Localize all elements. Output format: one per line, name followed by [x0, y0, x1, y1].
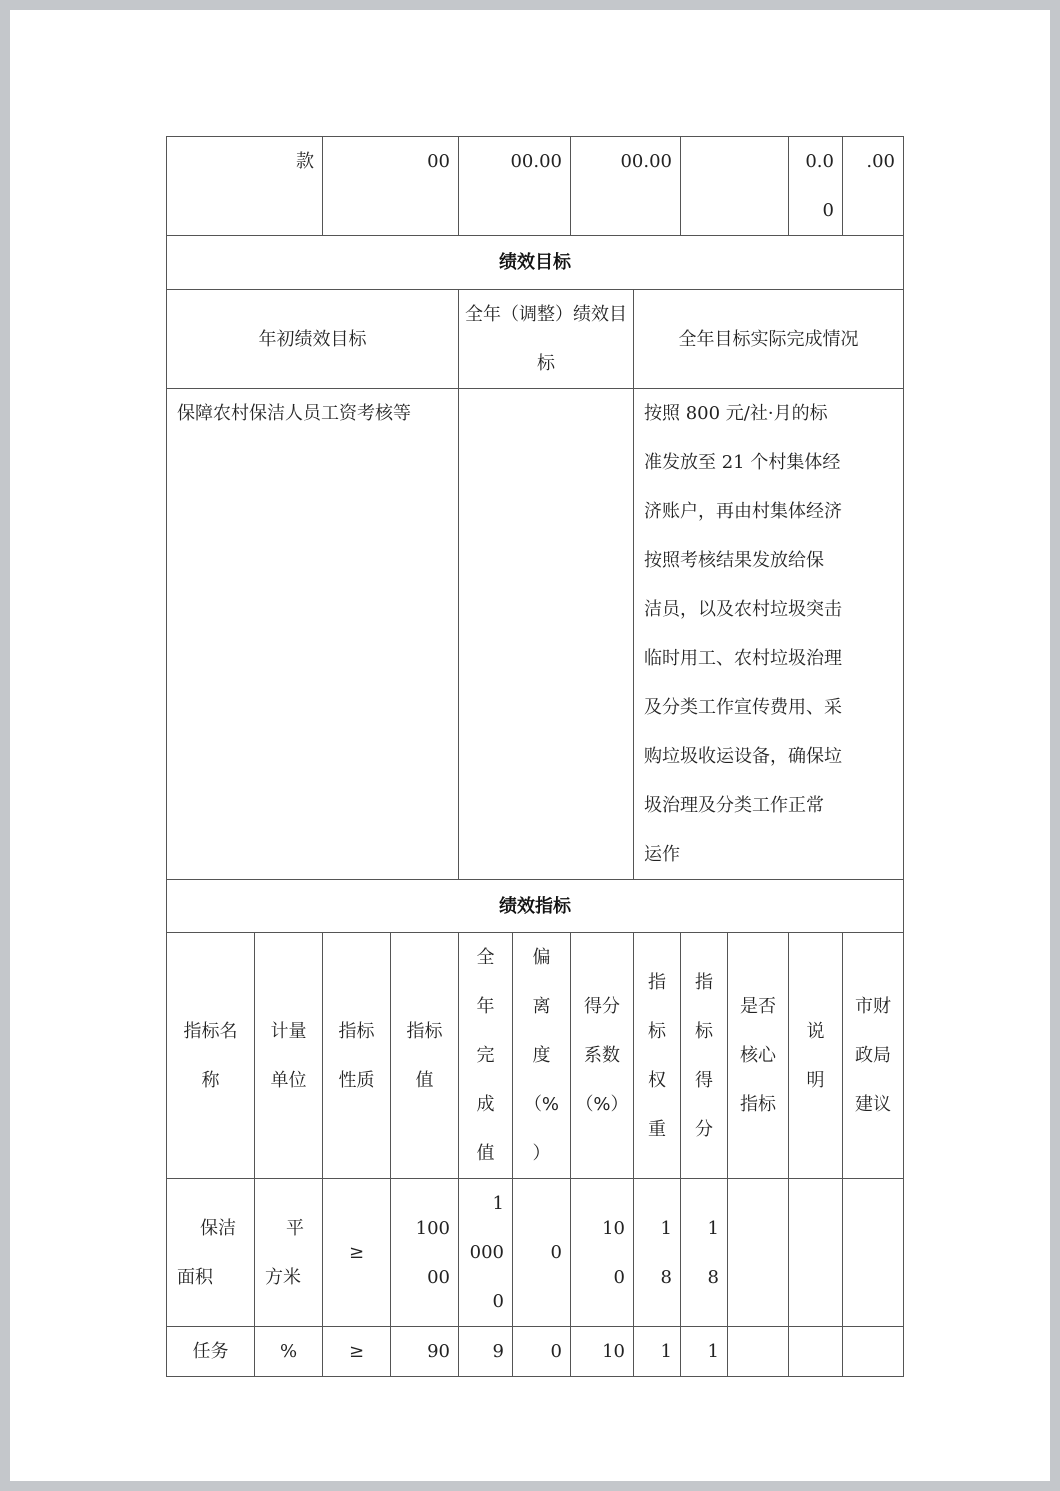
cell-text: 100 [415, 1217, 450, 1239]
performance-table [166, 136, 904, 1377]
cell-nature [323, 1179, 391, 1327]
column-header-actual [459, 933, 513, 1179]
column-header-text: 说 [806, 1020, 825, 1042]
column-header-text: 值 [415, 1069, 434, 1091]
cell-text: 8 [660, 1266, 672, 1288]
column-header-text: 明 [806, 1069, 825, 1091]
funding-cell-4 [681, 137, 789, 236]
funding-cell-1 [323, 137, 459, 236]
column-header-text: 建议 [855, 1094, 891, 1115]
cell-score [681, 1179, 728, 1327]
cell-name [167, 1179, 255, 1327]
column-header-nature [323, 933, 391, 1179]
cell-name [167, 1327, 255, 1377]
column-header-text: 值 [476, 1143, 495, 1164]
cell-coef [571, 1179, 634, 1327]
column-header-text: 市财 [855, 996, 891, 1017]
cell-text: 000 [469, 1242, 504, 1263]
funding-cell-6 [843, 137, 904, 236]
column-header-note [789, 933, 843, 1179]
cell-core [728, 1179, 789, 1327]
adjusted-goal-text [459, 389, 634, 880]
actual-completion-line: 购垃圾收运设备，确保垃 [644, 746, 842, 767]
column-header-text: 完 [476, 1045, 495, 1066]
actual-completion-line: 按照考核结果发放给保 [644, 550, 824, 571]
column-header-text: 政局 [855, 1045, 891, 1066]
actual-completion-line: 运作 [644, 844, 680, 865]
cell-text: 1 [707, 1341, 719, 1362]
funding-cell-3 [571, 137, 681, 236]
cell-text: 1 [660, 1341, 672, 1362]
actual-completion-line: 临时用工、农村垃圾治理 [644, 648, 842, 669]
cell-text: 0 [613, 1266, 625, 1288]
cell-text: 0 [492, 1291, 504, 1312]
column-header-text: 年 [476, 996, 495, 1017]
cell-text: 任务 [192, 1341, 229, 1362]
funding-value-5-line: 0 [822, 200, 834, 221]
column-header-text: 度 [532, 1045, 551, 1066]
cell-text: 8 [707, 1266, 719, 1288]
column-header-text: （%） [575, 1094, 629, 1115]
funding-value-2: 00.00 [510, 151, 562, 172]
goals-section-title: 绩效目标 [167, 236, 904, 290]
column-header-text: 指标 [740, 1094, 776, 1115]
funding-value-1: 00 [427, 151, 450, 172]
cell-nature [323, 1327, 391, 1377]
cell-text: 10 [602, 1217, 625, 1239]
table-row [167, 1179, 904, 1327]
cell-text: 保洁 [200, 1217, 236, 1239]
actual-completion-text [634, 389, 904, 880]
column-header-text: 得分 [584, 996, 620, 1017]
funding-label: 款 [296, 151, 314, 172]
cell-text: 方米 [265, 1266, 301, 1288]
column-header-text: 分 [695, 1118, 713, 1140]
cell-text: 90 [427, 1341, 450, 1362]
column-header-text: 指标 [406, 1020, 443, 1042]
column-header-text: 称 [201, 1069, 220, 1091]
actual-completion-line: 圾治理及分类工作正常 [644, 795, 824, 816]
cell-unit [255, 1179, 323, 1327]
cell-score [681, 1327, 728, 1377]
cell-note [789, 1179, 843, 1327]
column-header-text: ） [532, 1143, 551, 1164]
cell-unit [255, 1327, 323, 1377]
column-header-text: 计量 [270, 1020, 307, 1042]
column-header-text: 全 [476, 947, 495, 968]
actual-completion-line: 济账户，再由村集体经济 [644, 501, 842, 522]
document-page [10, 10, 1050, 1481]
actual-completion-line: 及分类工作宣传费用、采 [644, 697, 842, 718]
cell-text: 平 [286, 1217, 304, 1239]
funding-value-5-line: 0.0 [805, 151, 834, 172]
cell-text: 1 [660, 1217, 672, 1239]
cell-text: 1 [492, 1193, 504, 1214]
cell-actual [459, 1327, 513, 1377]
cell-deviation [513, 1179, 571, 1327]
column-header-text: 权 [648, 1069, 666, 1091]
header-adjusted-goal: 全年（调整）绩效目标 [459, 290, 634, 389]
column-header-text: 指标名 [183, 1020, 238, 1042]
column-header-text: 指 [695, 971, 713, 993]
column-header-text: 重 [648, 1118, 666, 1140]
column-header-text: 性质 [338, 1069, 375, 1091]
column-header-text: 指标 [338, 1020, 375, 1042]
indicators-section-title: 绩效指标 [167, 880, 904, 933]
column-header-unit [255, 933, 323, 1179]
column-header-text: 标 [648, 1020, 666, 1042]
column-header-name [167, 933, 255, 1179]
cell-actual [459, 1179, 513, 1327]
cell-text: 10 [602, 1341, 625, 1362]
column-header-weight [634, 933, 681, 1179]
header-initial-goal: 年初绩效目标 [167, 290, 459, 389]
header-actual-completion: 全年目标实际完成情况 [634, 290, 904, 389]
column-header-text: 指 [648, 971, 666, 993]
funding-cell-2 [459, 137, 571, 236]
column-header-score [681, 933, 728, 1179]
cell-text: 1 [707, 1217, 719, 1239]
column-header-text: 系数 [584, 1045, 620, 1066]
funding-value-6: .00 [866, 151, 895, 172]
initial-goal-text: 保障农村保洁人员工资考核等 [167, 389, 459, 880]
cell-text: 00 [427, 1266, 450, 1288]
cell-text: ≥ [348, 1341, 365, 1362]
cell-coef [571, 1327, 634, 1377]
column-header-text: 离 [532, 996, 551, 1017]
column-header-advice [843, 933, 904, 1179]
cell-core [728, 1327, 789, 1377]
funding-cell-5 [789, 137, 843, 236]
cell-weight [634, 1327, 681, 1377]
cell-text: 面积 [177, 1266, 213, 1288]
cell-text: 0 [550, 1242, 562, 1263]
cell-advice [843, 1327, 904, 1377]
actual-completion-line: 按照 800 元/社·月的标 [644, 403, 828, 424]
funding-label-cell [167, 137, 323, 236]
indicator-header-row [167, 933, 904, 1179]
column-header-target [391, 933, 459, 1179]
column-header-text: 核心 [740, 1045, 776, 1066]
column-header-text: 单位 [270, 1069, 307, 1091]
column-header-coef [571, 933, 634, 1179]
funding-row [167, 137, 904, 236]
cell-advice [843, 1179, 904, 1327]
cell-note [789, 1327, 843, 1377]
funding-value-3: 00.00 [620, 151, 672, 172]
cell-target [391, 1327, 459, 1377]
actual-completion-line: 准发放至 21 个村集体经 [644, 452, 841, 473]
cell-deviation [513, 1327, 571, 1377]
column-header-text: 标 [695, 1020, 713, 1042]
column-header-text: 偏 [532, 947, 551, 968]
column-header-text: （% [523, 1094, 560, 1115]
column-header-text: 是否 [740, 996, 776, 1017]
column-header-deviation [513, 933, 571, 1179]
cell-text: 9 [492, 1341, 504, 1362]
cell-text: % [279, 1341, 298, 1362]
actual-completion-line: 洁员，以及农村垃圾突击 [644, 599, 842, 620]
column-header-core [728, 933, 789, 1179]
cell-weight [634, 1179, 681, 1327]
table-row [167, 1327, 904, 1377]
cell-text: 0 [550, 1341, 562, 1362]
cell-text: ≥ [348, 1242, 365, 1263]
column-header-text: 得 [695, 1069, 713, 1091]
cell-target [391, 1179, 459, 1327]
column-header-text: 成 [476, 1094, 495, 1115]
